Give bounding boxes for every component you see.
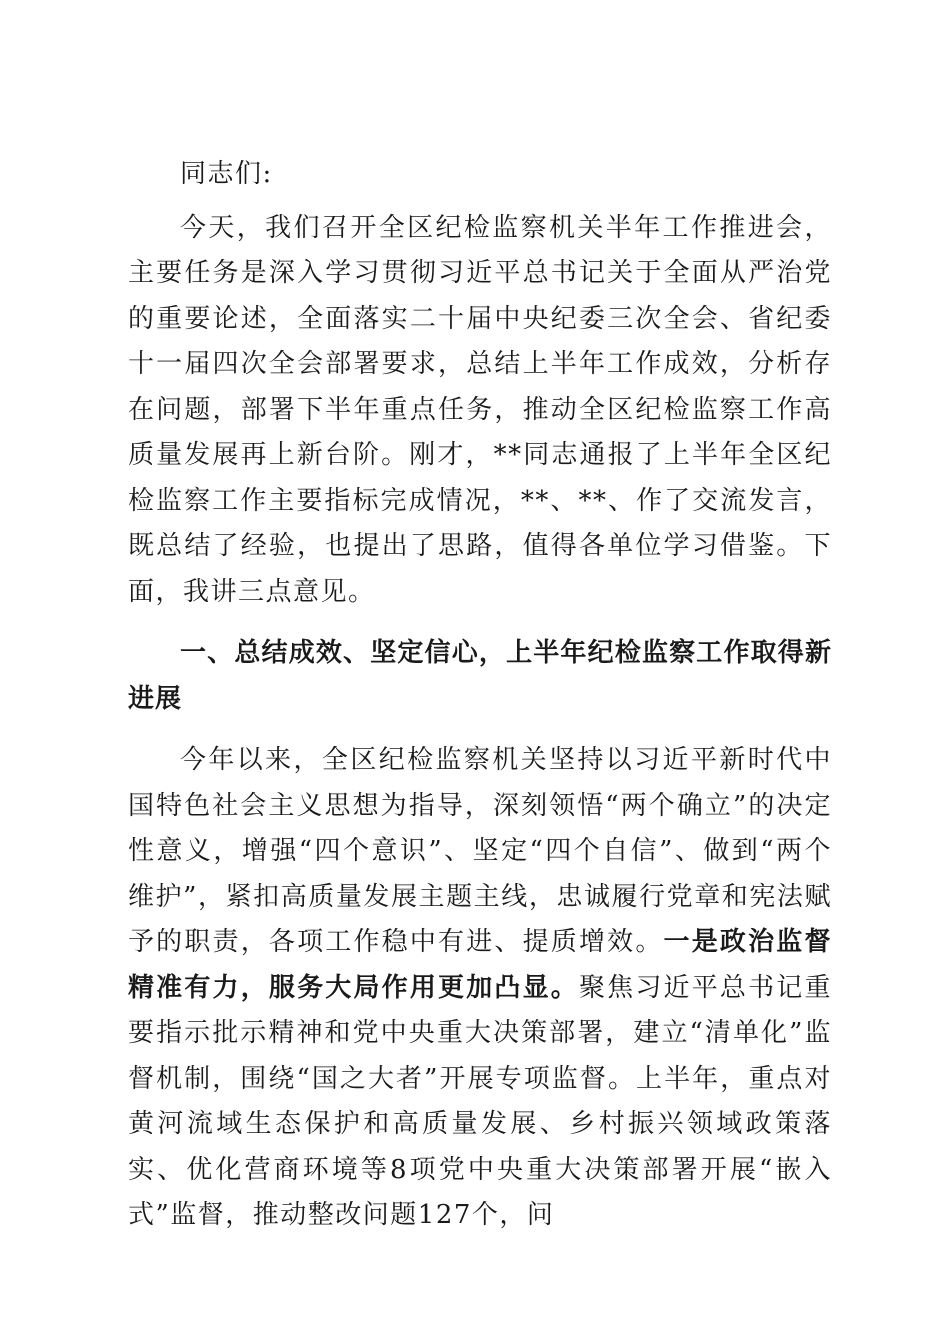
- section-1-bold-point: 一是政治监督精准有力，服务大局作用更加凸显。: [128, 927, 832, 1003]
- spacer: [128, 615, 832, 623]
- spacer: [128, 730, 832, 738]
- section-heading-1: 一、总结成效、坚定信心，上半年纪检监察工作取得新进展: [128, 638, 832, 714]
- section-1-intro-text: 今年以来，全区纪检监察机关坚持以习近平新时代中国特色社会主义思想为指导，深刻领悟“两个确立”的决定性意义，增强“四个意识”、坚定“四个自信”、做到“两个维护”，紧扣高质量发展主题主线，忠诚履行党章和宪法赋予的职责，各项工作稳中有进、提质增效。: [128, 745, 832, 957]
- section-1-paragraph: [128, 738, 832, 1239]
- document-body: [128, 152, 832, 1239]
- salutation: 同志们:: [180, 159, 273, 189]
- opening-paragraph: 今天，我们召开全区纪检监察机关半年工作推进会，主要任务是深入学习贯彻习近平总书记关于全面从严治党的重要论述，全面落实二十届中央纪委三次全会、省纪委十一届四次全会部署要求，总结上半年工作成效，分析存在问题，部署下半年重点任务，推动全区纪检监察工作高质量发展再上新台阶。刚才，**同志通报了上半年全区纪检监察工作主要指标完成情况，**、**、作了交流发言，既总结了经验，也提出了思路，值得各单位学习借鉴。下面，我讲三点意见。: [128, 212, 832, 607]
- section-1-rest-text: 聚焦习近平总书记重要指示批示精神和党中央重大决策部署，建立“清单化”监督机制，围绕“国之大者”开展专项监督。上半年，重点对黄河流域生态保护和高质量发展、乡村振兴领域政策落实、优化营商环境等8项党中央重大决策部署开展“嵌入式”监督，推动整改问题127个，问: [128, 972, 832, 1230]
